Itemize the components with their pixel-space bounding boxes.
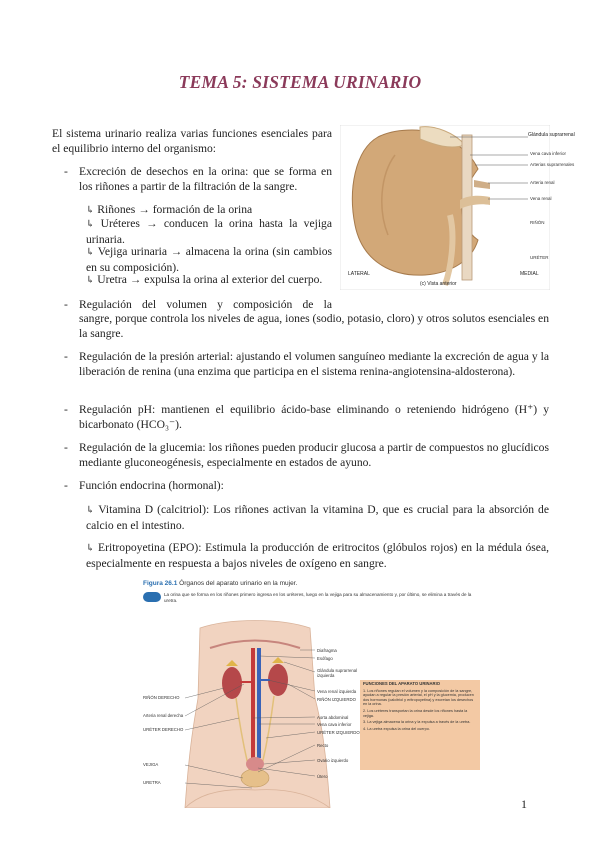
- functions-box-item: 2. Los uréteres transportan la orina desde los riñones hasta la vejiga.: [363, 708, 468, 718]
- functions-box-item: 1. Los riñones regulan el volumen y la composición de la sangre, ayudan a regular la presión arterial, el pH y la glucemia, producen dos hormonas (calcitriol y eritropoyetina) y excretan los desechos en la orina.: [363, 688, 474, 707]
- bullet-volumen-line1: Regulación del volumen y composición de la: [79, 298, 332, 311]
- return-arrow-icon: ↳: [86, 219, 95, 230]
- fig-label-vejiga: VEJIGA: [143, 762, 159, 767]
- bullet-glucemia: Regulación de la glucemia: los riñones pueden producir glucosa a partir de compuestos no glucídicos mediante gluconeogénesis, especialmente en estados de ayuno.: [79, 441, 549, 469]
- return-arrow-icon: ↳: [86, 205, 95, 216]
- fig-label-ureter-derecho: URÉTER DERECHO: [143, 727, 184, 732]
- bullet-dash: -: [64, 441, 68, 454]
- bullet-dash: -: [64, 479, 68, 492]
- fig-label-ovario: Ovario izquierdo: [317, 758, 349, 763]
- label-medial: MEDIAL: [520, 271, 539, 277]
- functions-box-item: 4. La uretra expulsa la orina del cuerpo.: [363, 726, 430, 731]
- fig-label-arteria-renal-derecha: Arteria renal derecha: [143, 713, 184, 718]
- label-glandula: Glándula suprarrenal: [528, 132, 575, 138]
- bullet-volumen-rest: sangre, porque controla los niveles de agua, iones (sodio, potasio, cloro) y otros solutos esenciales en la sangre.: [79, 312, 549, 340]
- fig-label-vena-cava: Vena cava inferior: [317, 722, 352, 727]
- sub-item-rinones: ↳ Riñones → formación de la orina: [86, 203, 253, 216]
- label-vena-cava: Vena cava inferior: [530, 151, 567, 156]
- fig-label-recto: Recto: [317, 743, 329, 748]
- sub-item-vejiga: ↳ Vejiga urinaria → almacena la orina (sin cambios en su composición).: [86, 245, 332, 274]
- figure-title: Órganos del aparato urinario en la mujer.: [179, 580, 298, 587]
- fig-label-vena-renal-izq: Vena renal izquierda: [317, 689, 357, 694]
- functions-box: [360, 680, 480, 770]
- sub-item-vitamina-d: ↳ Vitamina D (calcitriol): Los riñones activan la vitamina D, que es crucial para la absorción de calcio en el intestino.: [86, 503, 549, 532]
- bullet-dash: -: [64, 350, 68, 363]
- fig-label-diafragma: Diafragma: [317, 648, 337, 653]
- sub-item-ureteres: ↳ Uréteres → conducen la orina hasta la vejiga urinaria.: [86, 217, 332, 246]
- fig-label-glandula-izq: Glándula suprarrenal izquierda: [317, 668, 358, 678]
- fig-label-aorta: Aorta abdominal: [317, 715, 349, 720]
- bullet-endocrina: Función endocrina (hormonal):: [79, 479, 224, 492]
- label-rinon: RIÑÓN: [530, 220, 545, 225]
- return-arrow-icon: ↳: [86, 505, 95, 516]
- fig-label-utero: Útero: [317, 774, 328, 779]
- page-title: TEMA 5: SISTEMA URINARIO: [178, 72, 422, 92]
- fig-label-rinon-derecho: RIÑÓN DERECHO: [143, 695, 180, 700]
- return-arrow-icon: ↳: [86, 247, 95, 258]
- fig-label-uretra: URETRA: [143, 780, 161, 785]
- fig-label-rinon-izq: RIÑÓN IZQUIERDO: [317, 697, 356, 702]
- sub-item-uretra: ↳ Uretra → expulsa la orina al exterior del cuerpo.: [86, 273, 323, 286]
- urinary-system-figure: [140, 578, 485, 808]
- bullet-dash: -: [64, 403, 68, 416]
- bullet-excrecion: Excreción de desechos en la orina: que se forma en los riñones a partir de la filtración de la sangre.: [79, 165, 332, 193]
- functions-box-item: 3. La vejiga almacena la orina y la expulsa a través de la uretra.: [363, 720, 471, 725]
- label-lateral: LATERAL: [348, 271, 370, 277]
- page-number: 1: [521, 797, 527, 811]
- label-arteria-renal: Arteria renal: [530, 180, 555, 185]
- label-ureter: URÉTER: [530, 255, 549, 260]
- figure-number: Figura 26.1: [143, 580, 178, 587]
- kidney-photo: [340, 125, 575, 290]
- fig-label-ureter-izq: URÉTER IZQUIERDO: [317, 730, 360, 735]
- fig-label-esofago: Esófago: [317, 656, 333, 661]
- bullet-dash: -: [64, 165, 68, 178]
- bullet-presion: Regulación de la presión arterial: ajustando el volumen sanguíneo mediante la excreción de agua y la liberación de renina (una enzima que participa en el sistema renina-angiotensina-aldosterona).: [79, 350, 549, 378]
- label-arterias-suprarrenales: Arterias suprarrenales: [530, 162, 575, 167]
- return-arrow-icon: ↳: [86, 543, 95, 554]
- photo-caption: (c) Vista anterior: [420, 281, 457, 287]
- sub-item-epo: ↳ Eritropoyetina (EPO): Estimula la producción de eritrocitos (glóbulos rojos) en la médula ósea, especialmente en respuesta a bajos niveles de oxígeno en sangre.: [86, 541, 549, 570]
- return-arrow-icon: ↳: [86, 275, 95, 286]
- bullet-ph: Regulación pH: mantienen el equilibrio ácido-base eliminando o reteniendo hidrógeno (H⁺) y bicarbonato (HCO₃⁻).: [79, 403, 549, 431]
- bullet-dash: -: [64, 298, 68, 311]
- figure-description: La orina que se forma en los riñones primero ingresa en los uréteres, luego en la vejiga para su almacenamiento y, por último, se elimina a través de la uretra.: [164, 592, 472, 603]
- label-vena-renal: Vena renal: [530, 196, 552, 201]
- functions-box-title: FUNCIONES DEL APARATO URINARIO: [363, 681, 441, 686]
- intro-paragraph: El sistema urinario realiza varias funciones esenciales para el equilibrio interno del organismo:: [52, 127, 332, 155]
